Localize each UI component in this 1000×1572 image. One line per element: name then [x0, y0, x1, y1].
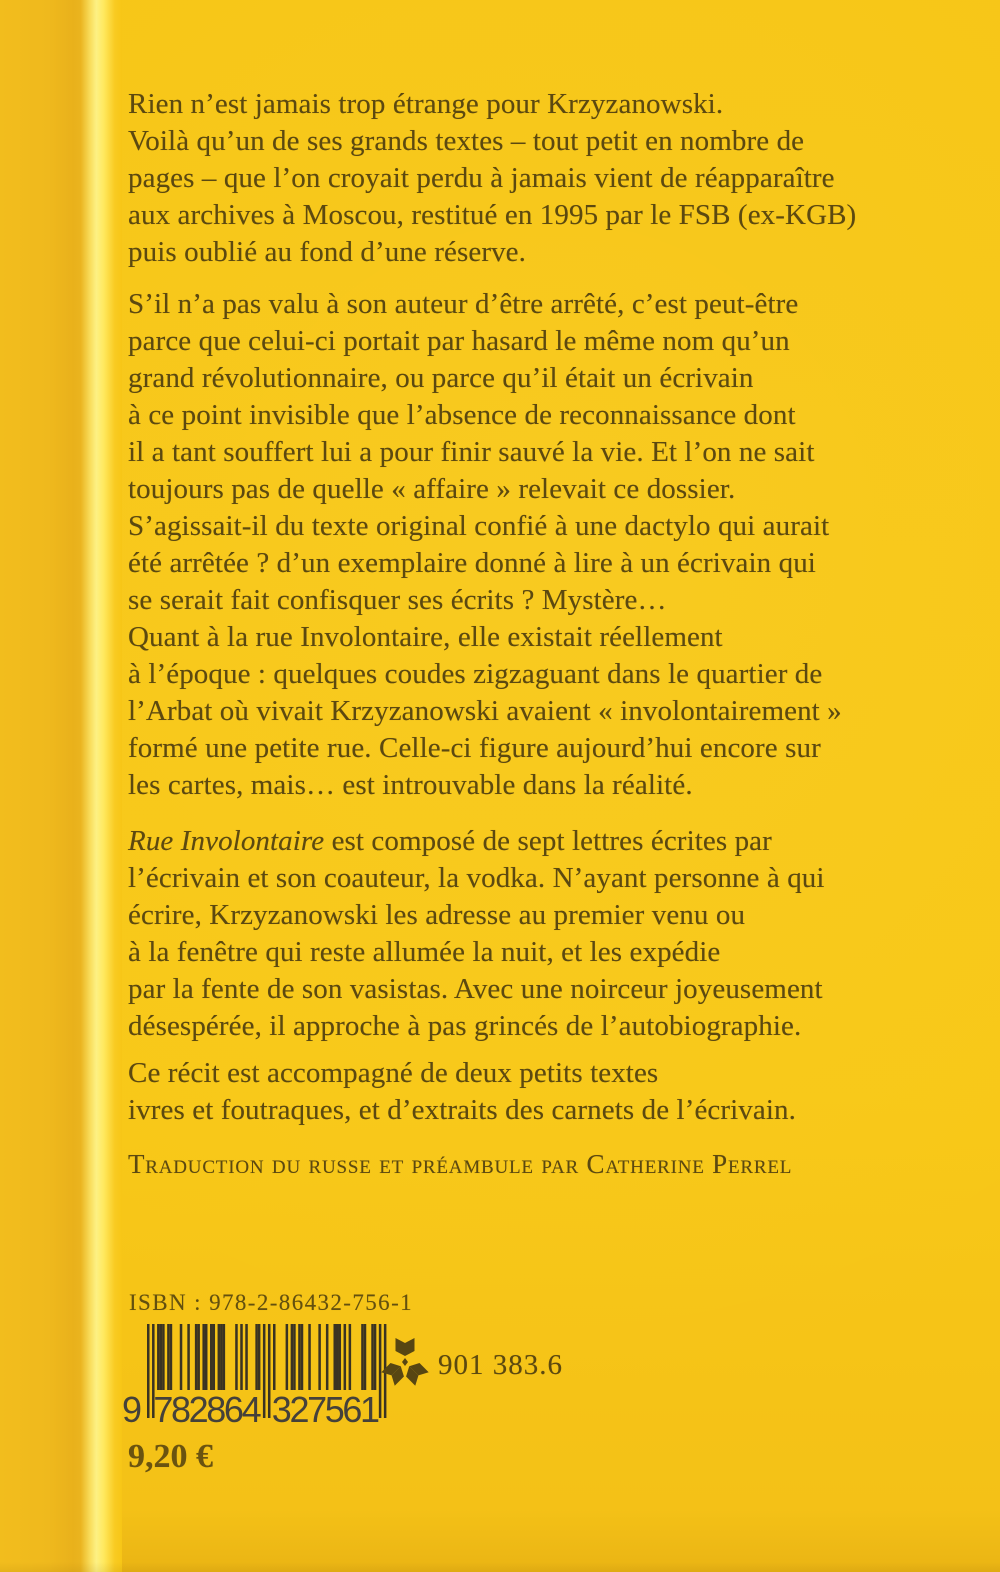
barcode-bar [336, 1324, 339, 1390]
barcode-digit: 6 [223, 1389, 244, 1428]
publisher-classification-row [381, 1336, 563, 1388]
ean-barcode [121, 1324, 397, 1428]
translation-credit: Traduction du russe et préambule par Catherine Perrel [128, 1149, 793, 1179]
barcode-bar [213, 1324, 216, 1390]
text-line [128, 508, 938, 545]
barcode-bar [223, 1324, 226, 1390]
barcode-bar [326, 1324, 329, 1390]
text-line [128, 730, 938, 767]
text-segment: par la fente de son vasistas. Avec une noirceur joyeusement [128, 973, 823, 1005]
barcode-bar [167, 1324, 170, 1390]
barcode-digit: 2 [289, 1389, 310, 1428]
text-line [128, 123, 938, 160]
barcode-bar [255, 1324, 258, 1390]
text-segment: ivres et foutraques, et d’extraits des carnets de l’écrivain. [128, 1094, 796, 1126]
text-line [128, 1092, 938, 1129]
text-segment: à ce point invisible que l’absence de reconnaissance dont [128, 399, 796, 431]
barcode-bar [374, 1324, 377, 1390]
barcode-bar [318, 1324, 321, 1390]
barcode-bar [147, 1324, 150, 1418]
barcode-bar [349, 1324, 352, 1390]
text-line [128, 693, 938, 730]
barcode-bar [371, 1324, 374, 1390]
barcode-bar [263, 1324, 266, 1418]
barcode-digit: 1 [360, 1389, 381, 1428]
barcode-digit: 2 [188, 1389, 209, 1428]
text-segment: écrire, Krzyzanowski les adresse au premier venu ou [128, 899, 746, 931]
barcode-bar [291, 1324, 294, 1390]
text-segment: se serait fait confisquer ses écrits ? Mystère… [128, 584, 667, 616]
blurb-paragraphs [128, 86, 938, 1129]
text-segment: Ce récit est accompagné de deux petits textes [128, 1057, 659, 1089]
text-segment: désespérée, il approche à pas grincés de l’autobiographie. [128, 1010, 802, 1042]
barcode-bar [240, 1324, 243, 1390]
text-segment: pages – que l’on croyait perdu à jamais vient de réapparaître [128, 162, 835, 194]
barcode-bar [308, 1324, 311, 1390]
text-line [128, 767, 938, 804]
barcode-bar [195, 1324, 198, 1390]
barcode-bar [245, 1324, 248, 1390]
barcode-bar [301, 1324, 304, 1390]
text-line [128, 360, 938, 397]
barcode-bar [197, 1324, 200, 1390]
blurb-paragraph [128, 286, 938, 804]
barcode-bar [218, 1324, 221, 1390]
blurb-paragraph [128, 86, 938, 271]
text-line [128, 1055, 938, 1092]
barcode-bar [180, 1324, 183, 1390]
text-segment: Quant à la rue Involontaire, elle existait réellement [128, 621, 723, 653]
barcode-digit: 7 [307, 1389, 328, 1428]
blurb-text-column [128, 86, 938, 1183]
text-segment: puis oublié au fond d’une réserve. [128, 236, 527, 268]
barcode-bar [286, 1324, 289, 1390]
barcode-bar [273, 1324, 276, 1390]
classification-code: 901 383.6 [438, 1348, 563, 1381]
text-line [128, 86, 938, 123]
isbn-text: ISBN : 978-2-86432-756-1 [129, 1290, 414, 1315]
text-segment: aux archives à Moscou, restitué en 1995 par le FSB (ex-KGB) [128, 199, 857, 231]
barcode-digit: 9 [121, 1389, 143, 1428]
barcode-bar [361, 1324, 364, 1390]
text-segment: les cartes, mais… est introuvable dans la réalité. [128, 769, 693, 801]
barcode-bar [202, 1324, 205, 1390]
barcode-bar [162, 1324, 165, 1390]
barcode-bar [210, 1324, 213, 1390]
text-line [128, 656, 938, 693]
text-segment: il a tant souffert lui a pour finir sauvé la vie. Et l’on ne sait [128, 436, 815, 468]
text-segment: formé une petite rue. Celle-ci figure aujourd’hui encore sur [128, 732, 821, 764]
text-line [128, 934, 938, 971]
text-segment: à la fenêtre qui reste allumée la nuit, et les expédie [128, 936, 721, 968]
text-line [128, 286, 938, 323]
barcode-bar [235, 1324, 238, 1390]
barcode-digit: 3 [271, 1389, 292, 1428]
text-line [128, 1008, 938, 1045]
text-line [128, 545, 938, 582]
text-line [128, 160, 938, 197]
text-line [128, 619, 938, 656]
text-line [128, 434, 938, 471]
barcode-bar [268, 1324, 271, 1418]
text-line [128, 197, 938, 234]
text-segment: Voilà qu’un de ses grands textes – tout petit en nombre de [128, 125, 805, 157]
text-line [128, 897, 938, 934]
barcode-bar [298, 1324, 301, 1390]
blurb-paragraph [128, 823, 938, 1045]
price-text: 9,20 € [128, 1438, 213, 1475]
publisher-logo-icon [381, 1336, 429, 1388]
barcode-bar [333, 1324, 336, 1390]
barcode-bar [339, 1324, 342, 1390]
barcode-digit: 7 [153, 1389, 174, 1428]
barcode-bar [160, 1324, 163, 1390]
barcode-digit: 5 [324, 1389, 345, 1428]
text-line [128, 971, 938, 1008]
barcode-bar [205, 1324, 208, 1390]
barcode-bar [187, 1324, 190, 1390]
text-segment: l’Arbat où vivait Krzyzanowski avaient « involontairement » [128, 695, 842, 727]
text-line [128, 823, 938, 860]
barcode-bar [170, 1324, 173, 1390]
text-segment: Rien n’est jamais trop étrange pour Krzyzanowski. [128, 88, 724, 120]
barcode-bar [258, 1324, 261, 1390]
text-segment: S’agissait-il du texte original confié à une dactylo qui aurait [128, 510, 830, 542]
text-segment: l’écrivain et son coauteur, la vodka. N’ayant personne à qui [128, 862, 825, 894]
text-line [128, 323, 938, 360]
text-line [128, 397, 938, 434]
barcode-digit: 6 [342, 1389, 363, 1428]
text-line [128, 234, 938, 271]
text-segment: parce que celui-ci portait par hasard le même nom qu’un [128, 325, 790, 357]
barcode-bar [364, 1324, 367, 1390]
book-title-italic: Rue Involontaire [128, 825, 325, 857]
text-segment: grand révolutionnaire, ou parce qu’il était un écrivain [128, 362, 754, 394]
barcode-bar [344, 1324, 347, 1390]
barcode-digit: 8 [171, 1389, 192, 1428]
text-segment: est composé de sept lettres écrites par [324, 825, 772, 857]
text-line [128, 582, 938, 619]
blurb-paragraph [128, 1055, 938, 1129]
barcode-bar [157, 1324, 160, 1390]
barcode-bar [293, 1324, 296, 1390]
text-line [128, 471, 938, 508]
barcode-bar [220, 1324, 223, 1390]
text-segment: toujours pas de quelle « affaire » relevait ce dossier. [128, 473, 736, 505]
spine-fold-highlight [0, 0, 122, 1572]
text-segment: été arrêtée ? d’un exemplaire donné à lire à un écrivain qui [128, 547, 816, 579]
text-segment: S’il n’a pas valu à son auteur d’être arrêté, c’est peut-être [128, 288, 799, 320]
text-segment: à l’époque : quelques coudes zigzaguant dans le quartier de [128, 658, 823, 690]
barcode-digit: 8 [206, 1389, 227, 1428]
text-line [128, 860, 938, 897]
barcode-digit: 4 [241, 1389, 262, 1428]
